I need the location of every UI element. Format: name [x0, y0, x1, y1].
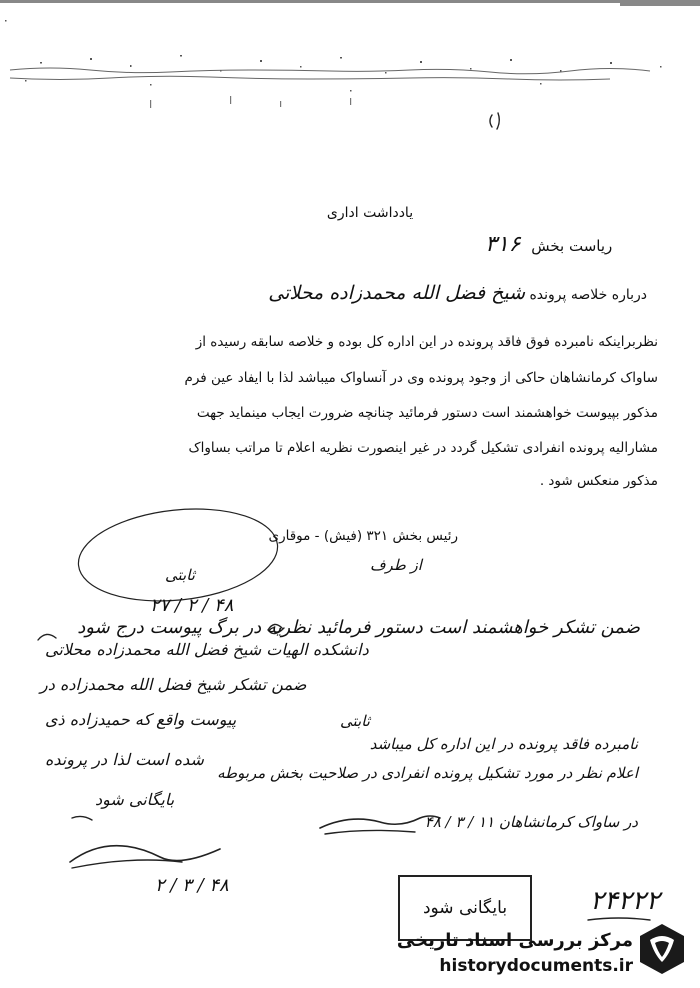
signature-handwritten: از طرف	[370, 556, 422, 574]
document-title: یادداشت اداری	[326, 205, 414, 221]
initial-signature: ثابتی	[340, 712, 370, 730]
department-label: ریاست بخش	[531, 237, 613, 255]
subject-prefix: درباره خلاصه پرونده	[529, 287, 647, 303]
handwritten-note-right: ضمن تشکر خواهشمند است دستور فرمائید نظریه در برگ پیوست درج شود	[77, 617, 640, 638]
archive-number: ۲۴۲۲۲	[590, 886, 660, 916]
handwritten-note-line: نامبرده فاقد پرونده در این اداره کل میباشد	[369, 735, 638, 753]
signature-line: رئیس بخش ۳۲۱ (فیش) - موقاری	[268, 528, 458, 544]
footer-website-link[interactable]: historydocuments.ir	[439, 956, 633, 976]
scan-noise	[0, 0, 700, 110]
department-number: ۳۱۶	[485, 232, 521, 257]
subject-line	[182, 282, 647, 304]
handwritten-note-left-line: بایگانی شود	[95, 790, 175, 809]
handwritten-date: ۲ / ۳ / ۴۸	[155, 875, 229, 896]
handwritten-note-line: در ساواک کرمانشاهان ۱۱ / ۳ / ۴۸	[424, 813, 638, 831]
handwritten-note-left-line: دانشکده الهیات شیخ فضل الله محمدزاده محلاتی	[45, 640, 369, 659]
footer-organization: مرکز بررسی اسناد تاریخی	[396, 930, 633, 951]
handwritten-note-line: اعلام نظر در مورد تشکیل پرونده انفرادی در صلاحیت بخش مربوطه	[217, 764, 638, 782]
archive-logo-icon	[638, 922, 686, 976]
handwritten-note-left-line: پیوست واقع که حمیدزاده ذی	[45, 710, 237, 729]
body-line: مذکور بپیوست خواهشمند است دستور فرمائید چنانچه ضرورت ایجاب مینماید جهت	[196, 405, 658, 421]
initial-signature: ثابتی	[165, 566, 195, 584]
handwritten-note-left-line: شده است لذا در پرونده	[45, 750, 204, 769]
handwritten-note-left-line: ضمن تشکر شیخ فضل الله محمدزاده در	[40, 675, 307, 694]
handwritten-date: ۲۷ / ۲ / ۴۸	[150, 595, 234, 616]
body-line: نظربراینکه نامبرده فوق فاقد پرونده در این اداره کل بوده و خلاصه سابقه رسیده از	[195, 334, 658, 350]
subject-handwritten: شیخ فضل الله محمدزاده محلاتی	[268, 282, 526, 304]
body-line: مشارالیه پرونده انفرادی تشکیل گردد در غیر اینصورت نظریه اعلام تا مراتب بساواک	[188, 440, 658, 456]
body-line: ساواک کرمانشاهان حاکی از وجود پرونده وی در آنساواک میباشد لذا با ایفاد عین فرم	[184, 370, 658, 386]
body-line: مذکور منعکس شود .	[539, 473, 658, 489]
department-heading	[485, 232, 612, 257]
stamp-text: بایگانی شود	[422, 898, 508, 918]
